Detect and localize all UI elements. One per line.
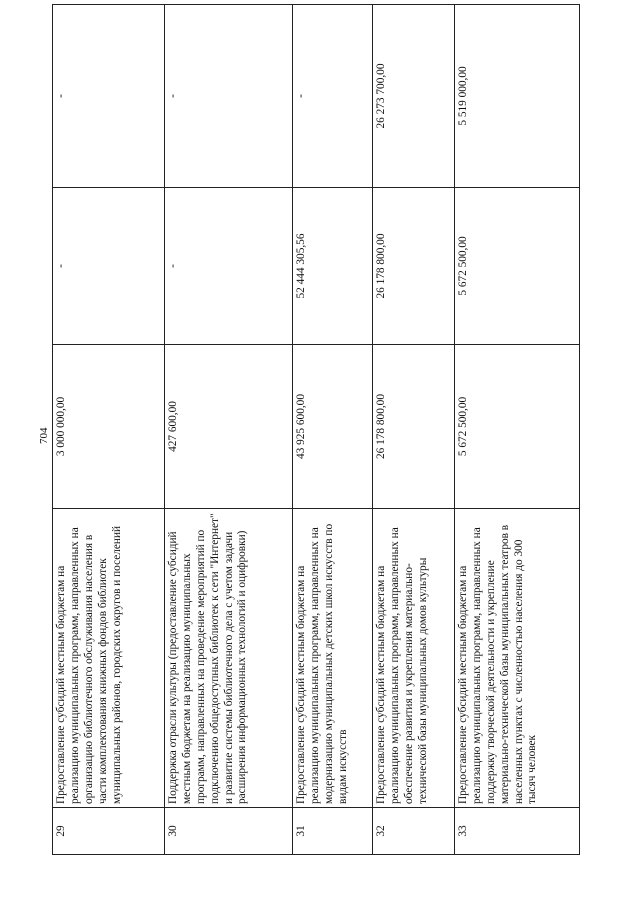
- value-cell: 52 444 305,56: [293, 188, 373, 345]
- value-cell: 3 000 000,00: [53, 345, 165, 509]
- row-description: Поддержка отрасли культуры (предоставление субсидий местным бюджетам на реализацию муниципальных программ, направленных на проведение мероприятий по подключению общедоступных библиотек к сети "Интернет" и развитие системы библиотечного дела с учетом задачи расширения информационных технологий и оцифровки): [165, 509, 293, 808]
- value-cell: -: [53, 5, 165, 188]
- value-cell: 5 519 000,00: [455, 5, 580, 188]
- value-cell: 26 273 700,00: [373, 5, 455, 188]
- row-number: 30: [165, 808, 293, 855]
- row-description: Предоставление субсидий местным бюджетам на реализацию муниципальных программ, направленных на обеспечение развития и укрепления материально-технической базы муниципальных домов культуры: [373, 509, 455, 808]
- value-cell: -: [165, 188, 293, 345]
- value-cell: 5 672 500,00: [455, 188, 580, 345]
- value-cell: 26 178 800,00: [373, 188, 455, 345]
- row-number: 33: [455, 808, 580, 855]
- row-number: 29: [53, 808, 165, 855]
- table-container: [52, 40, 579, 855]
- table-row: [293, 5, 373, 855]
- value-cell: -: [293, 5, 373, 188]
- table-row: [373, 5, 455, 855]
- value-cell: -: [53, 188, 165, 345]
- value-cell: 43 925 600,00: [293, 345, 373, 509]
- row-number: 32: [373, 808, 455, 855]
- value-cell: 5 672 500,00: [455, 345, 580, 509]
- table-row: [455, 5, 580, 855]
- page-number: 704: [38, 427, 50, 444]
- table-row: [165, 5, 293, 855]
- table-row: [53, 5, 165, 855]
- value-cell: 26 178 800,00: [373, 345, 455, 509]
- row-number: 31: [293, 808, 373, 855]
- row-description: Предоставление субсидий местным бюджетам на реализацию муниципальных программ, направленных на модернизацию муниципальных детских школ искусств по видам искусств: [293, 509, 373, 808]
- row-description: Предоставление субсидий местным бюджетам на реализацию муниципальных программ, направленных на поддержку творческой деятельности и укрепление материально-технической базы муниципальных театров в населенных пунктах с численностью населения до 300 тысяч человек: [455, 509, 580, 808]
- value-cell: -: [165, 5, 293, 188]
- budget-table: [52, 4, 580, 855]
- row-description: Предоставление субсидий местным бюджетам на реализацию муниципальных программ, направленных на организацию библиотечного обслуживания населения в части комплектования книжных фондов библиотек муниципальных районов, городских округов и поселений: [53, 509, 165, 808]
- value-cell: 427 600,00: [165, 345, 293, 509]
